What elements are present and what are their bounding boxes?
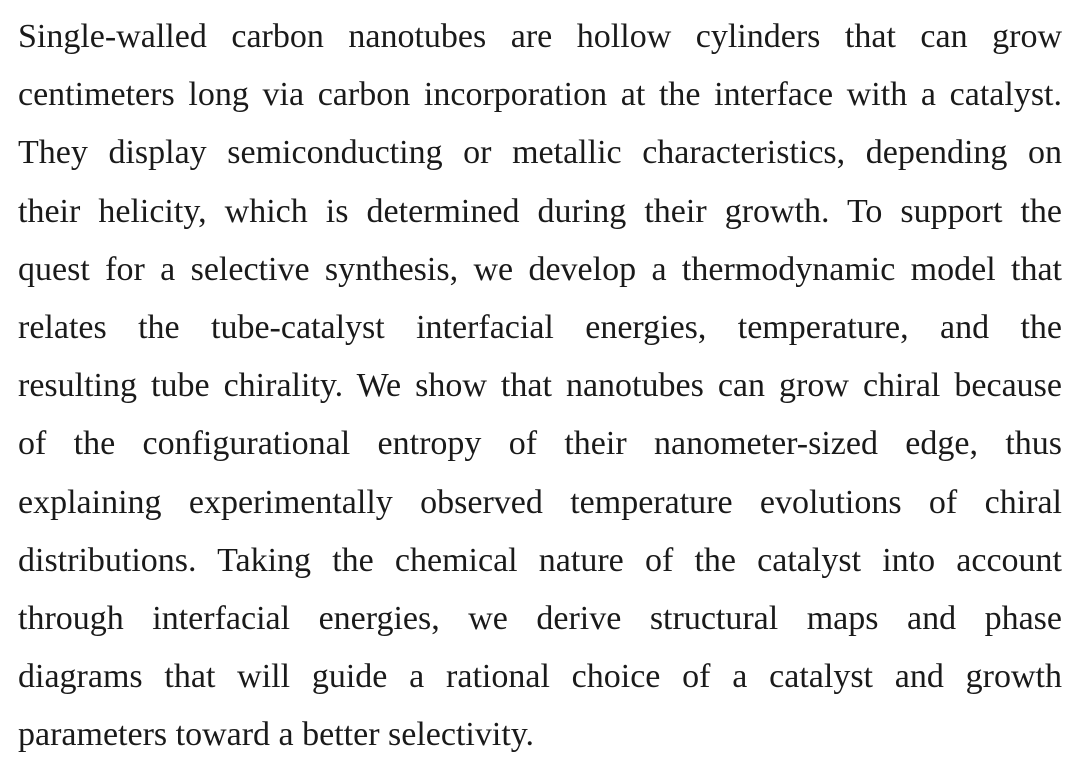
text-line: diagrams that will guide a rational choice of a catalyst and growth xyxy=(18,658,1062,696)
text-line: of the configurational entropy of their nanometer-sized edge, thus xyxy=(18,425,1062,463)
text-line: distributions. Taking the chemical nature of the catalyst into account xyxy=(18,541,1062,579)
text-line: through interfacial energies, we derive structural maps and phase xyxy=(18,599,1062,637)
text-line: Single-walled carbon nanotubes are hollow cylinders that can grow xyxy=(18,18,1062,55)
text-line: parameters toward a better selectivity. xyxy=(18,716,535,754)
abstract-paragraph xyxy=(18,8,1062,764)
text-line: resulting tube chirality. We show that nanotubes can grow chiral because xyxy=(18,367,1062,405)
text-line: quest for a selective synthesis, we develop a thermodynamic model that xyxy=(18,250,1062,288)
text-line: explaining experimentally observed temperature evolutions of chiral xyxy=(18,483,1062,521)
text-line: relates the tube-catalyst interfacial energies, temperature, and the xyxy=(18,308,1062,346)
text-line: centimeters long via carbon incorporation at the interface with a catalyst. xyxy=(18,76,1062,114)
text-line: their helicity, which is determined during their growth. To support the xyxy=(18,192,1062,230)
text-line: They display semiconducting or metallic characteristics, depending on xyxy=(18,134,1062,172)
